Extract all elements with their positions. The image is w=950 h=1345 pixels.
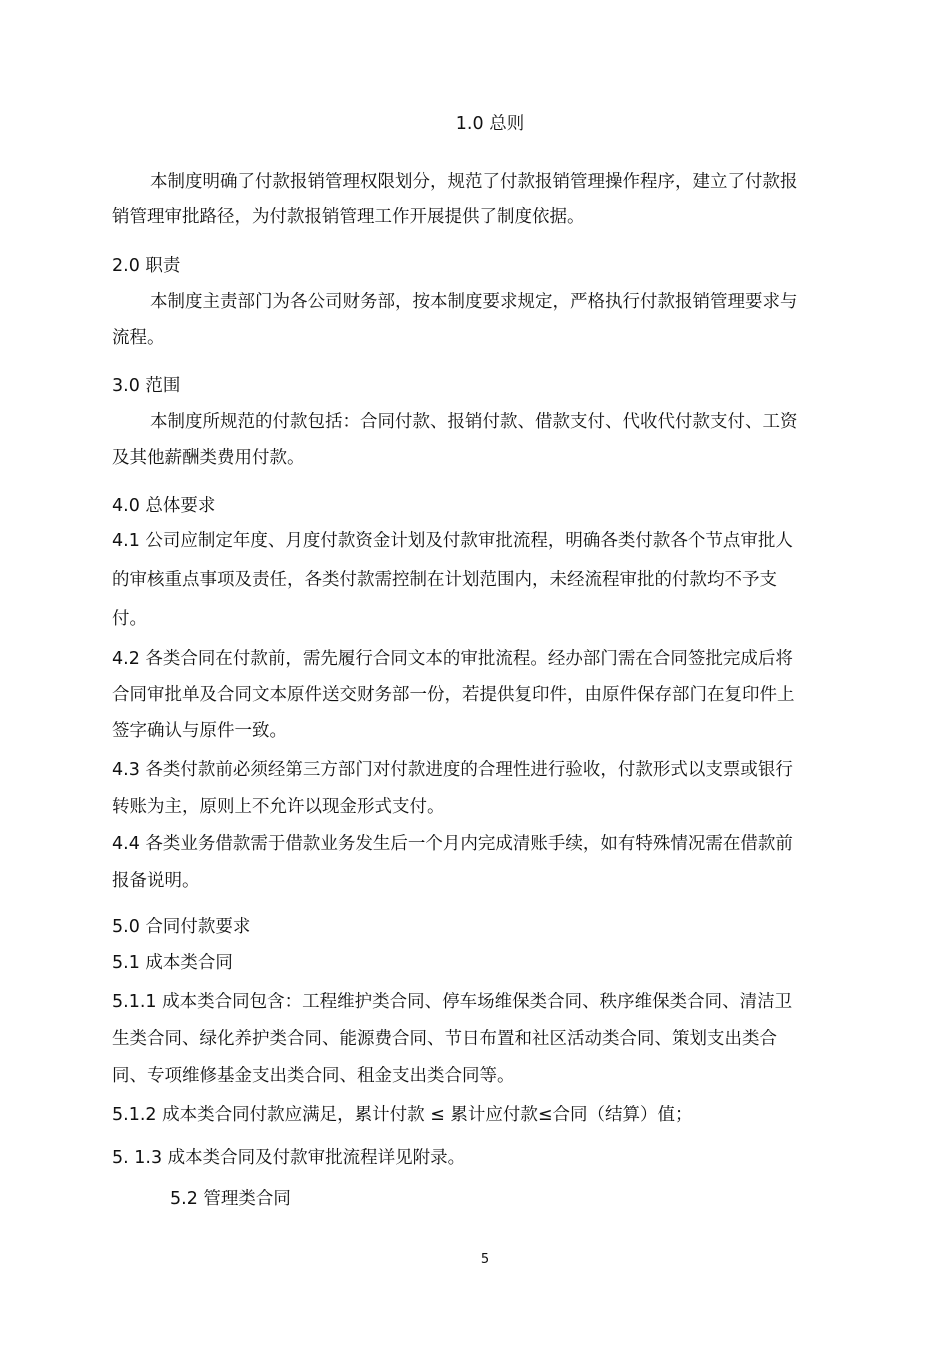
body-line: 合同审批单及合同文本原件送交财务部一份，若提供复印件，由原件保存部门在复印件上 (112, 685, 795, 705)
body-line: 及其他薪酬类费用付款。 (112, 448, 305, 468)
body-line: 4.2 各类合同在付款前，需先履行合同文本的审批流程。经办部门需在合同签批完成后将 (112, 649, 793, 669)
section-heading: 4.0 总体要求 (112, 496, 216, 516)
body-line: 本制度主责部门为各公司财务部，按本制度要求规定，严格执行付款报销管理要求与 (150, 292, 798, 312)
section-heading: 2.0 职责 (112, 256, 181, 276)
body-line: 生类合同、绿化养护类合同、能源费合同、节日布置和社区活动类合同、策划支出类合 (112, 1029, 777, 1049)
subsection-heading: 5.1 成本类合同 (112, 953, 233, 973)
section-heading: 5.0 合同付款要求 (112, 917, 251, 937)
section-heading: 3.0 范围 (112, 376, 181, 396)
body-line: 5.1.1 成本类合同包含：工程维护类合同、停车场维保类合同、秩序维保类合同、清洁卫 (112, 992, 793, 1012)
body-line: 4.4 各类业务借款需于借款业务发生后一个月内完成清账手续，如有特殊情况需在借款前 (112, 834, 793, 854)
body-line: 报备说明。 (112, 871, 200, 891)
body-line: 5.1.2 成本类合同付款应满足，累计付款 ≤ 累计应付款≤合同（结算）值； (112, 1105, 693, 1125)
page-number: 5 (480, 1252, 490, 1267)
body-line: 同、专项维修基金支出类合同、租金支出类合同等。 (112, 1066, 515, 1086)
body-line: 本制度所规范的付款包括：合同付款、报销付款、借款支付、代收代付款支付、工资 (150, 412, 798, 432)
page-title: 1.0 总则 (455, 114, 525, 134)
body-line: 转账为主，原则上不允许以现金形式支付。 (112, 797, 445, 817)
body-line: 的审核重点事项及责任，各类付款需控制在计划范围内，未经流程审批的付款均不予支 (112, 570, 777, 590)
body-line: 销管理审批路径，为付款报销管理工作开展提供了制度依据。 (112, 207, 585, 227)
subsection-heading: 5.2 管理类合同 (170, 1189, 291, 1209)
body-line: 本制度明确了付款报销管理权限划分，规范了付款报销管理操作程序，建立了付款报 (150, 172, 798, 192)
body-line: 流程。 (112, 328, 165, 348)
body-line: 付。 (112, 609, 147, 629)
body-line: 4.1 公司应制定年度、月度付款资金计划及付款审批流程，明确各类付款各个节点审批人 (112, 531, 793, 551)
body-line: 5. 1.3 成本类合同及付款审批流程详见附录。 (112, 1148, 466, 1168)
body-line: 4.3 各类付款前必须经第三方部门对付款进度的合理性进行验收，付款形式以支票或银行 (112, 760, 793, 780)
body-line: 签字确认与原件一致。 (112, 721, 287, 741)
